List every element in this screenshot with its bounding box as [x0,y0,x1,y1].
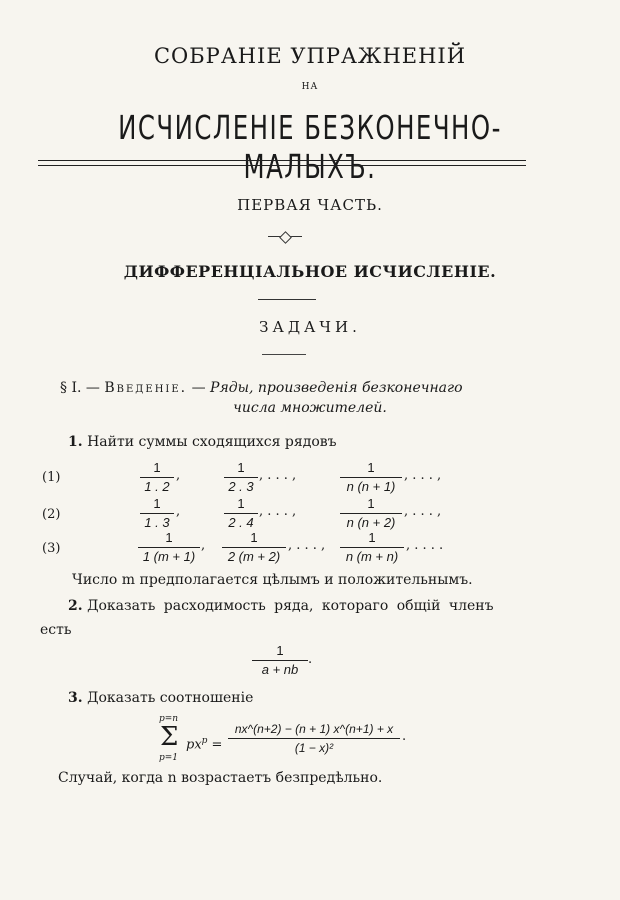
term-numerator: 1 [250,530,258,545]
subsection-heading: ЗАДАЧИ. [259,318,361,336]
sum-term-base: px [186,737,202,753]
term-denominator: n (m + n) [340,547,404,564]
series-term [138,531,200,564]
period: . [402,729,407,744]
term-denominator: 1 . 3 [140,513,174,530]
ellipsis: , . . . . [406,538,444,553]
term-numerator: 1 [367,460,375,475]
section-heading: ДИФФЕРЕНЦІАЛЬНОЕ ИСЧИСЛЕНІЕ. [123,262,497,281]
problem-1-number: 1. [68,434,83,450]
problem-3-note: Случай, когда n возрастаетъ безпредѣльно. [58,770,383,786]
ellipsis: , . . . , [259,504,297,519]
series-label: (3) [42,541,61,556]
series-term [340,461,402,494]
term-denominator: 2 . 3 [224,477,258,494]
title-na: НА [301,82,319,92]
paragraph-dash: — [187,380,206,396]
short-rule-1 [258,299,316,300]
problem-1-text: Найти суммы сходящихся рядовъ [87,434,337,450]
term-numerator: 1 [153,460,161,475]
problem-2-text-2: есть [40,622,72,638]
short-rule-2 [262,354,306,355]
problem-3-number: 3. [68,690,83,706]
rhs-denominator: (1 − x)² [228,738,400,755]
rhs-fraction [228,722,400,755]
series-label: (2) [42,507,61,522]
series-term [224,497,258,530]
paragraph-name: Введеніе. [104,380,188,396]
term-numerator: 1 [153,496,161,511]
term-denominator: 2 (m + 2) [222,547,286,564]
ellipsis: , . . . , [404,468,442,483]
term-numerator: 1 [367,496,375,511]
ellipsis: , . . . , [404,504,442,519]
comma: , [176,468,181,483]
sum-lower-limit: p=1 [159,753,179,763]
term-denominator: a + nb [252,660,308,677]
term-numerator: 1 [237,496,245,511]
problem-3-text: Доказать соотношеніе [87,690,254,706]
paragraph-topic-2: числа множителей. [233,400,387,416]
term-denominator: 1 (m + 1) [138,547,200,564]
general-term-fraction [252,644,308,677]
problem-2 [68,596,538,616]
title-line-2: ИСЧИСЛЕНІЕ БЕЗКОНЕЧНО-МАЛЫХЪ. [118,108,502,186]
ornament-diamond-icon [279,231,292,244]
title-line-1: СОБРАНІЕ УПРАЖНЕНІЙ [153,44,467,68]
paragraph-heading [60,378,530,418]
term-numerator: 1 [368,530,376,545]
problem-2-text: Доказать расходимость ряда, котораго общій членъ [87,598,494,614]
term-denominator: n (n + 1) [340,477,402,494]
sum-term-exponent: p [201,736,208,746]
paragraph-number: § I. — [60,380,100,396]
period: . [308,652,313,667]
term-denominator: 1 . 2 [140,477,174,494]
part-heading: ПЕРВАЯ ЧАСТЬ. [237,196,383,214]
sum-term: $px^p$ = [186,736,223,753]
comma: , [176,504,181,519]
term-numerator: 1 [165,530,173,545]
double-rule-divider [38,160,526,166]
problem-1-note: Число m предполагается цѣлымъ и положительнымъ. [72,572,473,588]
series-term [340,531,404,564]
problem-1 [68,432,337,452]
comma: , [201,538,206,553]
series-term [140,497,174,530]
series-term [222,531,286,564]
sum-sign: Σ [160,722,179,752]
series-label: (1) [42,470,61,485]
rhs-numerator: nx^(n+2) − (n + 1) x^(n+1) + x [234,722,394,736]
series-term [340,497,402,530]
ellipsis: , . . . , [288,538,326,553]
series-term [140,461,174,494]
term-numerator: 1 [276,643,284,658]
paragraph-topic-1: Ряды, произведенія безконечнаго [210,380,463,396]
term-numerator: 1 [237,460,245,475]
series-term [224,461,258,494]
ellipsis: , . . . , [259,468,297,483]
term-denominator: n (n + 2) [340,513,402,530]
sum-upper-limit: p=n [159,714,179,724]
problem-3 [68,688,253,708]
term-denominator: 2 . 4 [224,513,258,530]
problem-2-number: 2. [68,598,83,614]
